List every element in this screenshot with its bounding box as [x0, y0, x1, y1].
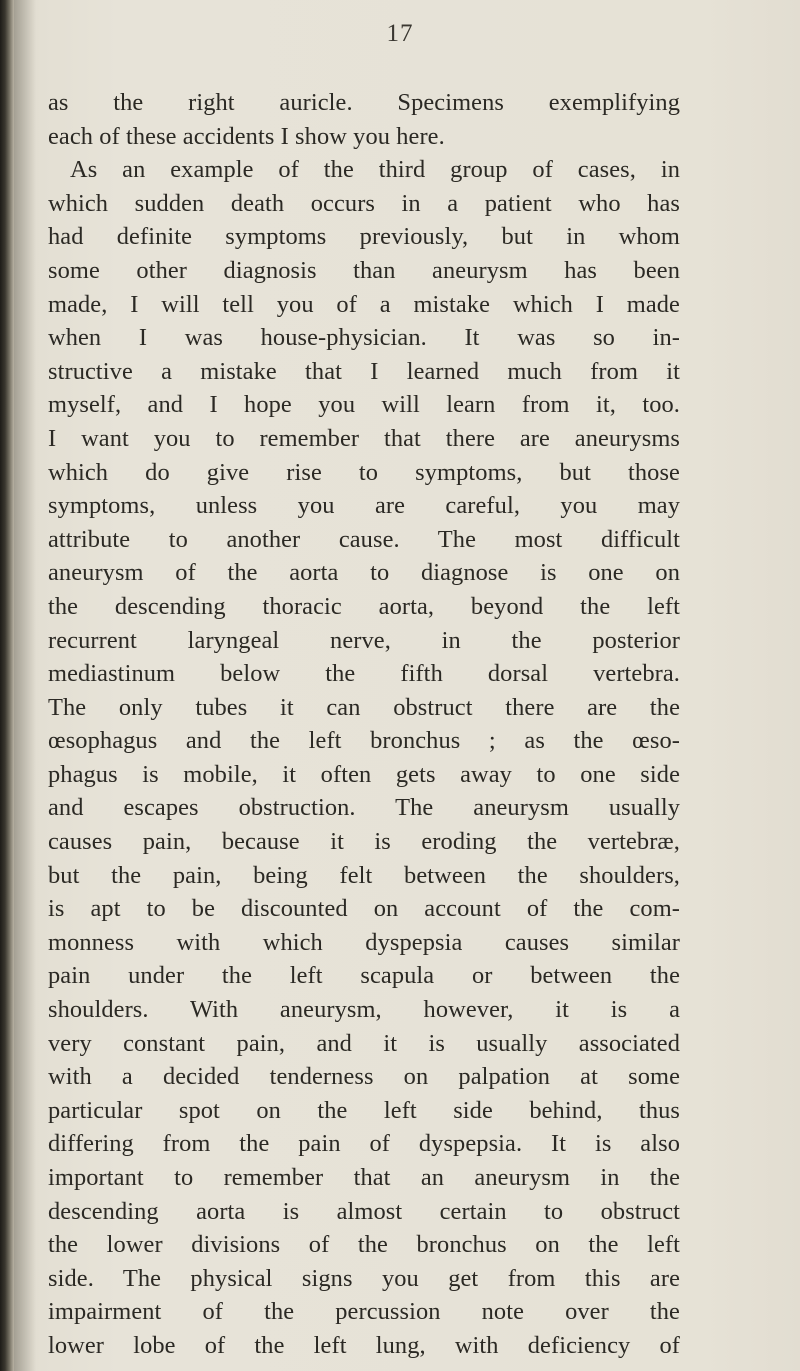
text-line: monness with which dyspepsia causes similar [48, 928, 680, 956]
text-line: descending aorta is almost certain to obstruct [48, 1197, 680, 1225]
text-line: shoulders. With aneurysm, however, it is a [48, 996, 680, 1024]
text-line: and escapes obstruction. The aneurysm usually [48, 794, 680, 822]
text-line: mediastinum below the fifth dorsal vertebra. [48, 660, 680, 688]
text-line: attribute to another cause. The most difficult [48, 525, 680, 553]
text-line: side. The physical signs you get from this are [48, 1264, 680, 1292]
text-line: The only tubes it can obstruct there are the [48, 693, 680, 721]
page-number: 17 [386, 20, 414, 47]
text-line: which do give rise to symptoms, but those [48, 458, 680, 486]
text-line: particular spot on the left side behind, thus [48, 1096, 680, 1124]
text-line: œsophagus and the left bronchus ; as the œso- [48, 727, 680, 755]
text-line: aneurysm of the aorta to diagnose is one on [48, 559, 680, 587]
text-line: important to remember that an aneurysm in the [48, 1164, 680, 1191]
text-line: structive a mistake that I learned much from it [48, 357, 680, 385]
text-line: myself, and I hope you will learn from it, too. [48, 391, 680, 419]
text-line: which sudden death occurs in a patient who has [48, 189, 680, 217]
text-line: with a decided tenderness on palpation at some [48, 1063, 680, 1091]
text-line: differing from the pain of dyspepsia. It is also [48, 1130, 680, 1158]
text-line: lower lobe of the left lung, with deficiency of [48, 1331, 680, 1359]
body-text [48, 86, 680, 1363]
binding-edge [0, 0, 14, 1371]
gutter-shadow [14, 0, 36, 1371]
text-line: the descending thoracic aorta, beyond the left [48, 592, 680, 620]
text-line: had definite symptoms previously, but in whom [48, 223, 680, 251]
text-line: impairment of the percussion note over the [48, 1298, 680, 1326]
text-line: I want you to remember that there are aneurysms [48, 424, 680, 452]
text-line: some other diagnosis than aneurysm has been [48, 256, 680, 284]
text-line: symptoms, unless you are careful, you may [48, 492, 680, 520]
text-line: the lower divisions of the bronchus on the left [48, 1231, 680, 1259]
text-line: pain under the left scapula or between the [48, 962, 680, 990]
text-line: recurrent laryngeal nerve, in the posterior [48, 626, 680, 654]
text-line: each of these accidents I show you here. [48, 122, 445, 150]
text-line: causes pain, because it is eroding the vertebræ, [48, 828, 680, 856]
text-line: when I was house-physician. It was so in- [48, 324, 680, 352]
paragraph-start-line: As an example of the third group of cases, in [70, 156, 680, 184]
text-line: but the pain, being felt between the shoulders, [48, 861, 680, 889]
text-line: very constant pain, and it is usually associated [48, 1029, 680, 1057]
text-line: as the right auricle. Specimens exemplifying [48, 89, 680, 116]
text-line: phagus is mobile, it often gets away to one side [48, 760, 680, 788]
text-line: is apt to be discounted on account of the com- [48, 895, 680, 923]
text-line: made, I will tell you of a mistake which I made [48, 290, 680, 318]
